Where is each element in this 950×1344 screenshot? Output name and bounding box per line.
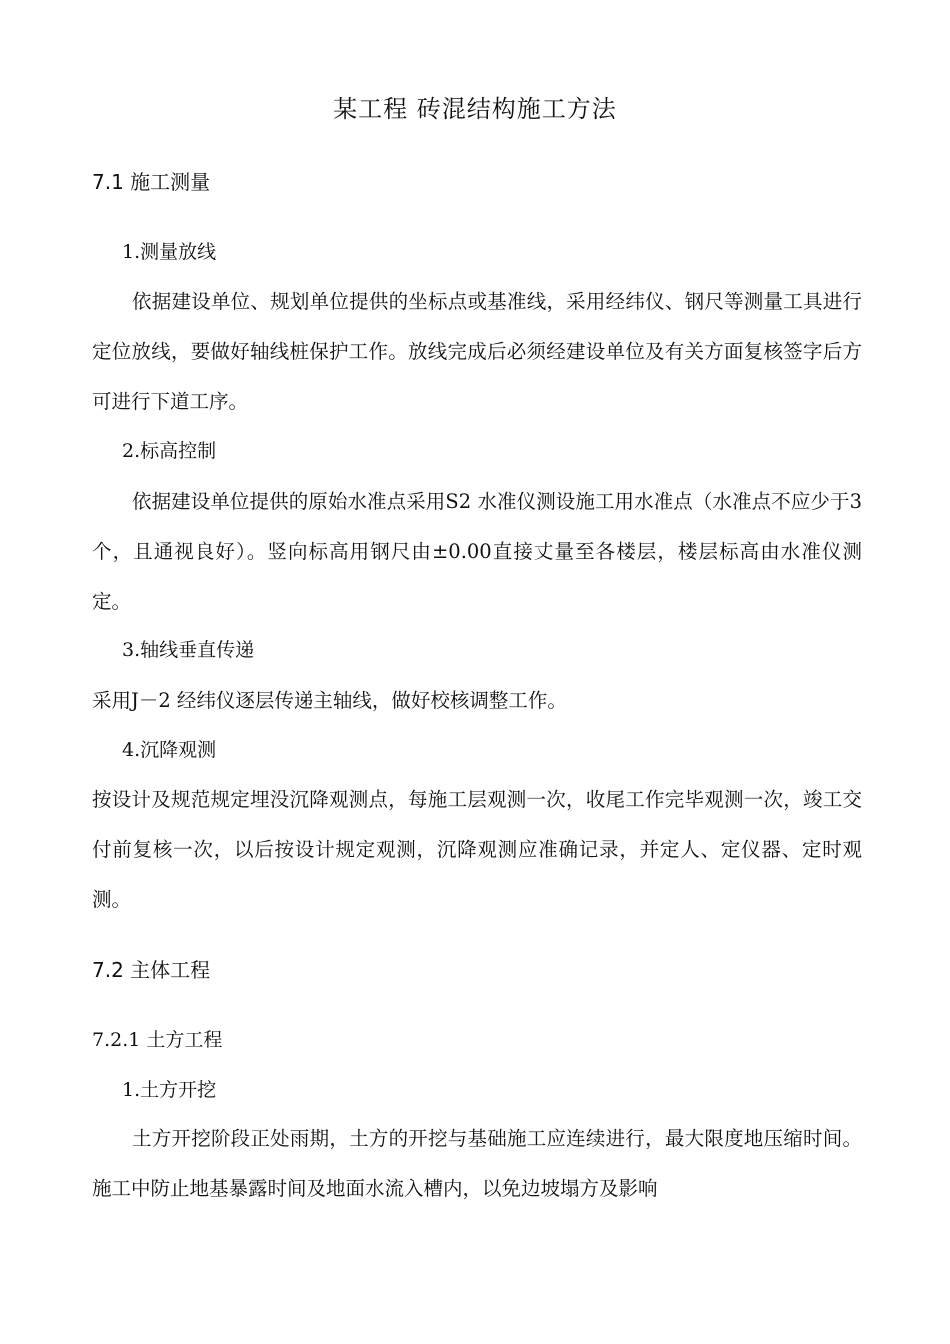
- paragraph-elevation-control: 依据建设单位提供的原始水准点采用S2 水准仪测设施工用水准点（水准点不应少于3 个，且通视良好）。竖向标高用钢尺由±0.00直接丈量至各楼层，楼层标高由水准仪测定。: [92, 490, 862, 613]
- item-label-earth-excavation: 1.土方开挖: [122, 1079, 217, 1101]
- item-label-survey-layout: 1.测量放线: [122, 241, 217, 263]
- item-label-axis-transfer: 3.轴线垂直传递: [122, 639, 255, 661]
- item-label-settlement-observation: 4.沉降观测: [122, 739, 217, 761]
- paragraph-survey-layout: 依据建设单位、规划单位提供的坐标点或基准线，采用经纬仪、钢尺等测量工具进行定位放线，要做好轴线桩保护工作。放线完成后必须经建设单位及有关方面复核签字后方可进行下道工序。: [92, 290, 862, 413]
- paragraph-axis-transfer: 采用J－2 经纬仪逐层传递主轴线，做好校核调整工作。: [92, 689, 567, 712]
- subsection-heading-7-2-1: 7.2.1 土方工程: [92, 1029, 223, 1051]
- item-label-elevation-control: 2.标高控制: [122, 440, 217, 462]
- paragraph-settlement-observation: 按设计及规范规定埋没沉降观测点，每施工层观测一次，收尾工作完毕观测一次，竣工交付前复核一次，以后按设计规定观测，沉降观测应准确记录，并定人、定仪器、定时观测。: [92, 788, 862, 911]
- section-heading-7-1: 7.1 施工测量: [92, 170, 211, 194]
- paragraph-earth-excavation: 土方开挖阶段正处雨期，土方的开挖与基础施工应连续进行，最大限度地压缩时间。施工中防止地基暴露时间及地面水流入槽内，以免边坡塌方及影响: [92, 1127, 862, 1200]
- document-title: 某工程 砖混结构施工方法: [333, 95, 617, 123]
- section-heading-7-2: 7.2 主体工程: [92, 958, 211, 982]
